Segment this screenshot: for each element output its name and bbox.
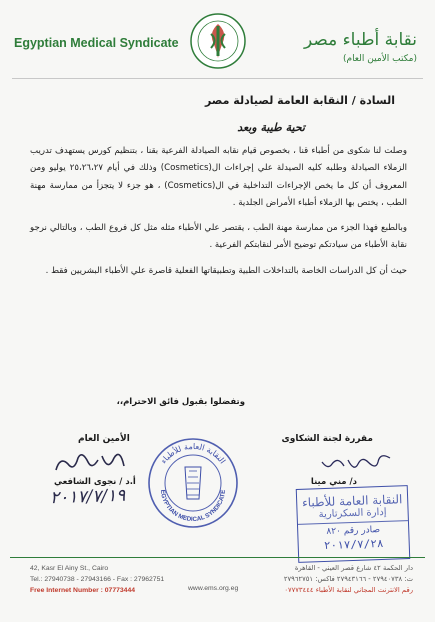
- svg-text:EGYPTIAN MEDICAL SYNDICATE: [159, 489, 227, 523]
- footer-divider: [10, 557, 425, 558]
- stamp-date: ٢٠١٧/٧/٢٨: [323, 536, 384, 553]
- footer-contact-ar: [284, 563, 413, 596]
- secretary-general-name: أ.د / نجوى الشافعي: [54, 477, 136, 487]
- rapporteur-signature: [318, 448, 398, 476]
- footer-internet-ar: رقم الانترنت المجاني لنقابة الأطباء ٠٧٧٧٣٤٤٤: [284, 586, 413, 594]
- secretary-signature: [50, 448, 130, 478]
- recipient-line: السادة / النقابة العامة لصيادلة مصر: [204, 94, 395, 107]
- stamp-department: إدارة السكرتارية: [297, 506, 407, 525]
- rapporteur-title: مقررة لجنة الشكاوى: [281, 434, 373, 444]
- footer-phone-ar: ت: ٢٧٩٤٠٧٣٨ - ٢٧٩٤٣١٦٦ فاكس: ٢٧٩٦٢٧٥١: [283, 575, 413, 583]
- body-paragraph: وصلت لنا شكوى من أطباء قنا ، بخصوص قيام نقابه الصيادلة الفرعية بقنا ، بتنظيم كورس يستهدف تدريب الزملاء الصيادلة وطلبه كليه الصيدلة علي إجراءات ال(Cosmetics) وذلك في أيام ٢٥،٢٦،٢٧ يوليو ومن المعروف أن كل ما يخص الإجراءات التداخلية في ال(Cosmetics) ، هو جزء لا يتجزأ من ممارسة مهنة الطب ، يختص بها الزملاء أطباء الأمراض الجلدية .: [30, 146, 408, 208]
- letter-body: [30, 143, 407, 288]
- syndicate-name-en: Egyptian Medical Syndicate: [14, 36, 179, 50]
- stamp-arabic-text: النقابة العامة للأطباء: [158, 441, 228, 466]
- footer-internet-en: Free Internet Number : 07773444: [30, 587, 136, 594]
- stamp-english-text: EGYPTIAN MEDICAL SYNDICATE: [158, 489, 228, 524]
- stamp-org: النقابة العامة للأطباء: [301, 492, 403, 510]
- secretary-general-title: الأمين العام: [78, 434, 130, 444]
- handwritten-date: ٢٠١٧/٧/١٩: [49, 485, 126, 509]
- syndicate-logo: [189, 12, 247, 70]
- stamp-outgoing-number: صادر رقم ٨٢٠: [326, 525, 381, 537]
- office-subtitle-ar: (مكتب الأمين العام): [342, 54, 417, 64]
- header-divider: [12, 78, 423, 79]
- greeting: تحية طيبة وبعد: [237, 121, 305, 134]
- closing-line: وتفضلوا بقبول فائق الاحترام،،: [116, 397, 245, 407]
- body-paragraph: حيث أن كل الدراسات الخاصة بالتداخلات الطبية وتطبيقاتها الفعلية قاصرة علي الأطباء البشريين فقط .: [45, 265, 407, 276]
- footer-address-en: 42, Kasr El Ainy St., Cairo: [30, 565, 109, 572]
- syndicate-name-ar: نقابة أطباء مصر: [304, 30, 417, 50]
- syndicate-round-stamp: [147, 437, 239, 529]
- footer-address-ar: دار الحكمة ٤٢ شارع قصر العيني - القاهرة: [294, 564, 413, 572]
- body-paragraph: وبالطبع فهذا الجزء من ممارسة مهنة الطب ، يقتصر علي الأطباء مثله مثل كل فروع الطب ، وبالتالي نرجو نقابة الأطباء من سيادتكم توضيح الأمر لنقابتكم الفرعية .: [30, 223, 407, 251]
- footer-website: www.ems.org.eg: [188, 585, 239, 592]
- registry-stamp: [296, 485, 411, 563]
- footer-phone-en: Tel.: 27940738 - 27943166 - Fax : 27962751: [30, 576, 165, 583]
- footer-contact-en: [30, 563, 164, 596]
- rapporteur-name: د/ مني مينا: [310, 477, 357, 487]
